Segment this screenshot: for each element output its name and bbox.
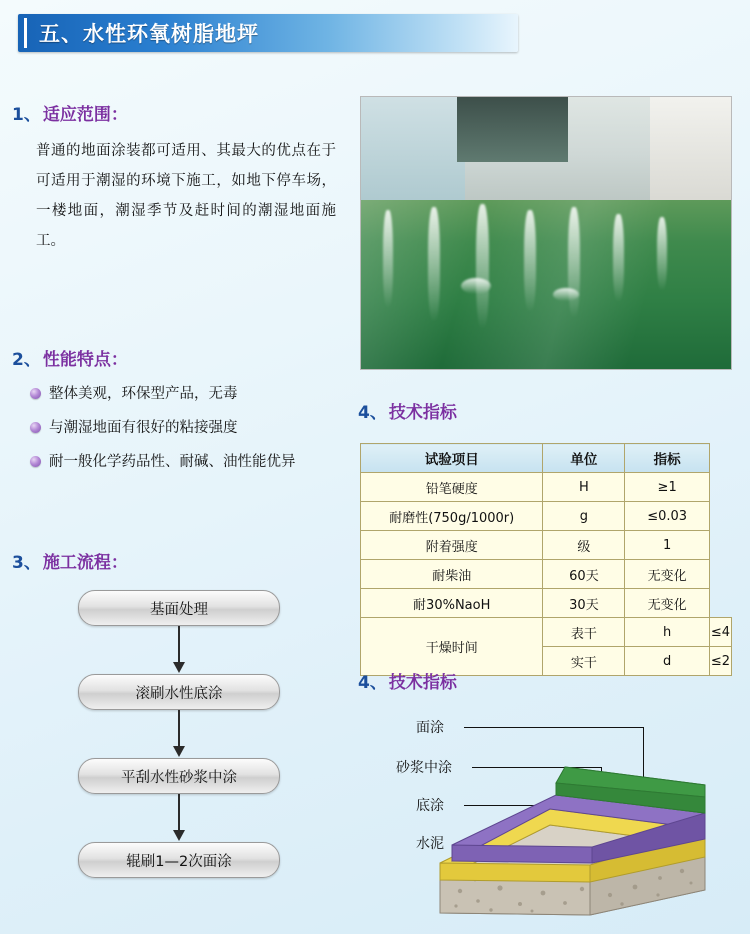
photo-dark-area — [457, 97, 568, 162]
cell-value: ≤4 — [709, 618, 731, 647]
col-header-unit: 单位 — [543, 444, 625, 473]
section-number-structure: 4、 — [358, 673, 387, 693]
cell-item: 附着强度 — [361, 531, 543, 560]
flow-step-4: 辊刷1—2次面涂 — [78, 842, 280, 878]
flow-step-1: 基面处理 — [78, 590, 280, 626]
cell-unit: 级 — [543, 531, 625, 560]
cell-dry-sub: 表干 — [543, 618, 625, 647]
cell-item: 耐柴油 — [361, 560, 543, 589]
section-title-features: 性能特点 — [42, 350, 111, 370]
cell-unit: g — [543, 502, 625, 531]
col-header-item: 试验项目 — [361, 444, 543, 473]
col-header-value: 指标 — [625, 444, 709, 473]
table-row — [361, 589, 732, 618]
bullet-icon — [30, 388, 41, 399]
flow-step-3: 平刮水性砂浆中涂 — [78, 758, 280, 794]
section-colon-process: ： — [110, 553, 128, 573]
flow-arrow-icon — [172, 794, 186, 842]
header-inner — [24, 18, 516, 48]
feature-label: 耐一般化学药品性、耐碱、油性能优异 — [49, 454, 296, 470]
table-row — [361, 502, 732, 531]
list-item — [30, 450, 350, 475]
layer-label-topcoat: 面涂 — [416, 720, 444, 736]
cell-item: 耐30%NaoH — [361, 589, 543, 618]
layer-label-mortar: 砂浆中涂 — [396, 760, 452, 776]
section-heading-tech — [358, 398, 457, 423]
cell-dry-sub: 实干 — [543, 647, 625, 676]
section-heading-process — [12, 548, 128, 573]
isometric-layer-block — [360, 705, 740, 920]
cell-value: 无变化 — [625, 589, 709, 618]
flow-step-2: 滚刷水性底涂 — [78, 674, 280, 710]
section-title-scope: 适应范围 — [42, 105, 111, 125]
layer-label-concrete: 水泥 — [416, 836, 444, 852]
cell-unit: d — [625, 647, 709, 676]
tech-spec-table — [360, 443, 732, 676]
section-title-tech: 技术指标 — [388, 403, 457, 423]
photo-green-floor — [361, 200, 731, 369]
section-number-scope: 1、 — [12, 105, 41, 125]
section-title-process: 施工流程 — [42, 553, 111, 573]
section-heading-scope — [12, 100, 128, 125]
cell-value: ≥1 — [625, 473, 709, 502]
flow-arrow-icon — [172, 710, 186, 758]
scope-paragraph: 普通的地面涂装都可适用、其最大的优点在于可适用于潮湿的环境下施工，如地下停车场，一楼地面，潮湿季节及赶时间的潮湿地面施工。 — [36, 143, 336, 249]
section-colon-scope: ： — [110, 105, 128, 125]
section-number-tech: 4、 — [358, 403, 387, 423]
list-item — [30, 416, 350, 441]
cell-value: 无变化 — [625, 560, 709, 589]
page-title: 五、水性环氧树脂地坪 — [39, 22, 259, 46]
cell-unit: h — [625, 618, 709, 647]
cell-unit: 60天 — [543, 560, 625, 589]
section-heading-features — [12, 345, 128, 370]
cell-value: ≤0.03 — [625, 502, 709, 531]
table-row — [361, 531, 732, 560]
cell-value: 1 — [625, 531, 709, 560]
bullet-icon — [30, 422, 41, 433]
bullet-icon — [30, 456, 41, 467]
cell-unit: H — [543, 473, 625, 502]
feature-label: 整体美观，环保型产品，无毒 — [49, 386, 238, 402]
table-row — [361, 560, 732, 589]
list-item — [30, 382, 350, 407]
section-colon-features: ： — [110, 350, 128, 370]
table-row — [361, 618, 732, 647]
cell-item: 耐磨性(750g/1000r) — [361, 502, 543, 531]
cell-value: ≤2 — [709, 647, 731, 676]
cell-dry-label: 干燥时间 — [361, 618, 543, 676]
feature-list — [30, 382, 350, 484]
flow-arrow-icon — [172, 626, 186, 674]
table-header-row — [361, 444, 732, 473]
section-title-structure: 技术指标 — [388, 673, 457, 693]
layer-structure-diagram — [360, 705, 740, 920]
section-number-features: 2、 — [12, 350, 41, 370]
epoxy-floor-photo — [360, 96, 732, 370]
cell-item: 铅笔硬度 — [361, 473, 543, 502]
cell-unit: 30天 — [543, 589, 625, 618]
table-row — [361, 473, 732, 502]
section-number-process: 3、 — [12, 553, 41, 573]
feature-label: 与潮湿地面有很好的粘接强度 — [49, 420, 238, 436]
process-flow-chart — [34, 590, 324, 878]
page-header-banner — [18, 14, 518, 52]
layer-label-primer: 底涂 — [416, 798, 444, 814]
section-heading-structure — [358, 668, 457, 693]
